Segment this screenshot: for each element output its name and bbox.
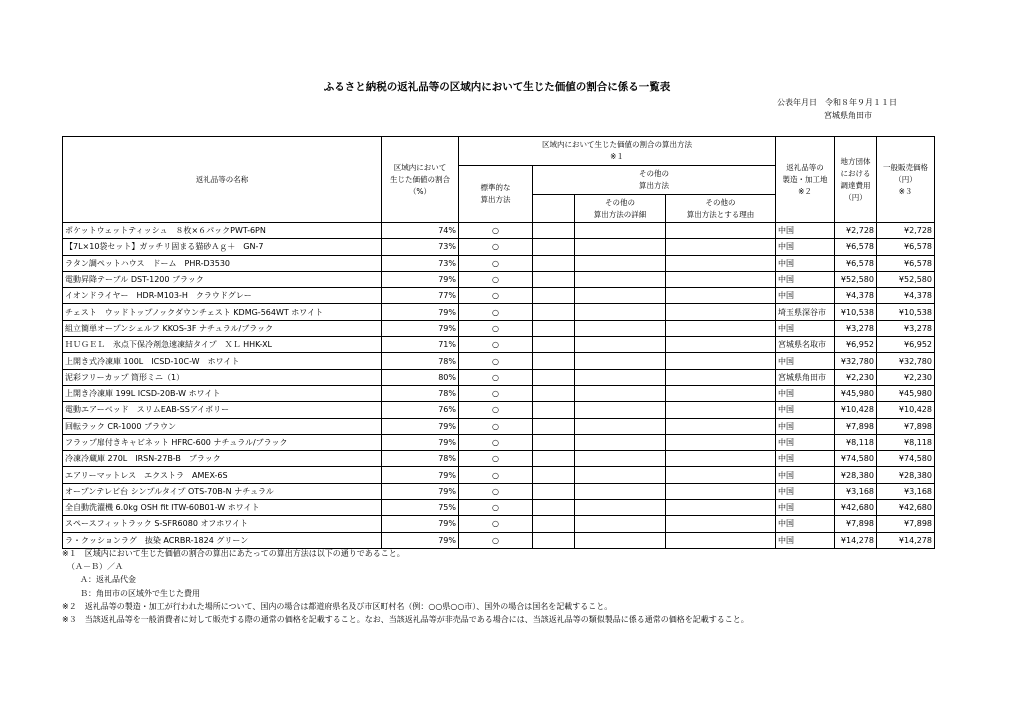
origin-cell: 中国 <box>776 239 835 255</box>
item-name-cell: 回転ラック CR-1000 ブラウン <box>63 418 382 434</box>
item-name-cell: 電動エアーベッド スリムEAB-SSアイボリー <box>63 402 382 418</box>
item-name-cell: イオンドライヤー HDR-M103-H クラウドグレー <box>63 288 382 304</box>
standard-method-cell: ○ <box>459 385 533 401</box>
return-gift-table <box>62 136 935 549</box>
other-method-cell <box>533 239 575 255</box>
table-row <box>63 385 935 401</box>
procurement-cost-cell: ¥14,278 <box>835 532 877 548</box>
retail-price-cell: ¥7,898 <box>877 516 935 532</box>
standard-method-cell: ○ <box>459 532 533 548</box>
ratio-cell: 79% <box>382 516 459 532</box>
other-method-detail-cell <box>575 337 666 353</box>
table-row <box>63 402 935 418</box>
footnote-2: ※２ 返礼品等の製造・加工が行われた場所について、国内の場合は都道府県名及び市区町村名（例：○○県○○市）、国外の場合は国名を記載すること。 <box>62 601 613 611</box>
other-method-cell <box>533 402 575 418</box>
header-ratio-line: （%） <box>408 186 432 196</box>
standard-method-cell: ○ <box>459 255 533 271</box>
procurement-cost-cell: ¥10,428 <box>835 402 877 418</box>
retail-price-cell: ¥42,680 <box>877 500 935 516</box>
retail-price-cell: ¥3,278 <box>877 320 935 336</box>
header-method-group-line: 区域内において生じた価値の割合の算出方法 <box>542 140 692 149</box>
standard-method-cell: ○ <box>459 483 533 499</box>
ratio-cell: 79% <box>382 271 459 287</box>
header-cost-line: 地方団体 <box>840 156 871 166</box>
standard-method-cell: ○ <box>459 239 533 255</box>
other-method-cell <box>533 288 575 304</box>
ratio-cell: 78% <box>382 451 459 467</box>
origin-cell: 中国 <box>776 353 835 369</box>
other-method-detail-cell <box>575 532 666 548</box>
other-method-reason-cell <box>666 320 776 336</box>
other-method-reason-cell <box>666 304 776 320</box>
other-method-detail-cell <box>575 304 666 320</box>
other-method-cell <box>533 353 575 369</box>
procurement-cost-cell: ¥7,898 <box>835 516 877 532</box>
other-method-cell <box>533 255 575 271</box>
item-name-cell: ＨＵＧＥＬ 氷点下保冷剤急速凍結タイプ ＸＬ HHK-XL <box>63 337 382 353</box>
table-row <box>63 255 935 271</box>
item-name-cell: 組立簡単オープンシェルフ KKOS-3F ナチュラル/ブラック <box>63 320 382 336</box>
header-cost-line: における <box>840 168 871 178</box>
origin-cell: 宮城県名取市 <box>776 337 835 353</box>
procurement-cost-cell: ¥32,780 <box>835 353 877 369</box>
procurement-cost-cell: ¥2,230 <box>835 369 877 385</box>
other-method-cell <box>533 337 575 353</box>
origin-cell: 中国 <box>776 483 835 499</box>
other-method-detail-cell <box>575 271 666 287</box>
ratio-cell: 79% <box>382 320 459 336</box>
origin-cell: 中国 <box>776 434 835 450</box>
other-method-cell <box>533 500 575 516</box>
retail-price-cell: ¥52,580 <box>877 271 935 287</box>
ratio-cell: 79% <box>382 434 459 450</box>
document-title: ふるさと納税の返礼品等の区域内において生じた価値の割合に係る一覧表 <box>323 81 671 93</box>
other-method-detail-cell <box>575 385 666 401</box>
standard-method-cell: ○ <box>459 451 533 467</box>
header-other-line: その他の <box>639 169 669 178</box>
ratio-cell: 75% <box>382 500 459 516</box>
footnote-3: ※３ 当該返礼品等を一般消費者に対して販売する際の通常の価格を記載すること。なお、当該返礼品等が非売品である場合には、当該返礼品等の類似製品に係る通常の価格を記載すること。 <box>62 615 749 625</box>
ratio-cell: 71% <box>382 337 459 353</box>
header-item-name-label: 返礼品等の名称 <box>195 174 249 184</box>
header-other-method-blank <box>533 195 575 223</box>
origin-cell: 中国 <box>776 500 835 516</box>
retail-price-cell: ¥8,118 <box>877 434 935 450</box>
table-row <box>63 483 935 499</box>
other-method-cell <box>533 418 575 434</box>
origin-cell: 中国 <box>776 402 835 418</box>
other-method-reason-cell <box>666 451 776 467</box>
other-method-reason-cell <box>666 418 776 434</box>
header-ratio <box>382 137 459 223</box>
ratio-cell: 79% <box>382 532 459 548</box>
header-origin <box>776 137 835 223</box>
item-name-cell: オープンテレビ台 シンプルタイプ OTS-70B-N ナチュラル <box>63 483 382 499</box>
origin-cell: 宮城県角田市 <box>776 369 835 385</box>
table-row <box>63 271 935 287</box>
other-method-detail-cell <box>575 483 666 499</box>
table-row <box>63 516 935 532</box>
other-method-detail-cell <box>575 516 666 532</box>
other-method-detail-cell <box>575 418 666 434</box>
standard-method-cell: ○ <box>459 500 533 516</box>
standard-method-cell: ○ <box>459 434 533 450</box>
ratio-cell: 80% <box>382 369 459 385</box>
other-method-reason-cell <box>666 353 776 369</box>
procurement-cost-cell: ¥8,118 <box>835 434 877 450</box>
procurement-cost-cell: ¥6,578 <box>835 255 877 271</box>
other-method-detail-cell <box>575 500 666 516</box>
procurement-cost-cell: ¥3,278 <box>835 320 877 336</box>
footnote-formula: （Ａ－Ｂ）／Ａ <box>67 562 123 572</box>
footnote-definition-b: Ｂ：角田市の区域外で生じた費用 <box>80 588 200 598</box>
other-method-cell <box>533 532 575 548</box>
header-row-1 <box>63 137 935 166</box>
other-method-reason-cell <box>666 500 776 516</box>
standard-method-cell: ○ <box>459 288 533 304</box>
other-method-reason-cell <box>666 239 776 255</box>
table-row <box>63 337 935 353</box>
table-row <box>63 288 935 304</box>
standard-method-cell: ○ <box>459 402 533 418</box>
origin-cell: 中国 <box>776 271 835 287</box>
other-method-cell <box>533 467 575 483</box>
retail-price-cell: ¥14,278 <box>877 532 935 548</box>
procurement-cost-cell: ¥28,380 <box>835 467 877 483</box>
retail-price-cell: ¥32,780 <box>877 353 935 369</box>
header-cost-line: （円） <box>844 192 867 202</box>
other-method-detail-cell <box>575 353 666 369</box>
standard-method-cell: ○ <box>459 223 533 239</box>
header-ratio-line: 生じた価値の割合 <box>390 174 450 184</box>
table-row <box>63 451 935 467</box>
item-name-cell: ラ・クッションラグ 抜染 ACRBR-1824 グリーン <box>63 532 382 548</box>
procurement-cost-cell: ¥45,980 <box>835 385 877 401</box>
retail-price-cell: ¥7,898 <box>877 418 935 434</box>
other-method-detail-cell <box>575 255 666 271</box>
standard-method-cell: ○ <box>459 320 533 336</box>
ratio-cell: 79% <box>382 483 459 499</box>
header-price-line: 一般販売価格 <box>883 162 928 172</box>
procurement-cost-cell: ¥52,580 <box>835 271 877 287</box>
standard-method-cell: ○ <box>459 418 533 434</box>
table-row <box>63 434 935 450</box>
other-method-cell <box>533 369 575 385</box>
item-name-cell: 全自動洗濯機 6.0kg OSH fit ITW-60B01-W ホワイト <box>63 500 382 516</box>
header-other-reason-line: その他の <box>705 197 736 207</box>
origin-cell: 中国 <box>776 288 835 304</box>
standard-method-cell: ○ <box>459 369 533 385</box>
procurement-cost-cell: ¥6,952 <box>835 337 877 353</box>
other-method-reason-cell <box>666 223 776 239</box>
other-method-reason-cell <box>666 434 776 450</box>
origin-cell: 中国 <box>776 385 835 401</box>
origin-cell: 中国 <box>776 255 835 271</box>
header-standard-line: 算出方法 <box>480 195 511 204</box>
table-row <box>63 353 935 369</box>
retail-price-cell: ¥3,168 <box>877 483 935 499</box>
retail-price-cell: ¥6,578 <box>877 255 935 271</box>
other-method-cell <box>533 304 575 320</box>
table-row <box>63 532 935 548</box>
other-method-detail-cell <box>575 451 666 467</box>
municipality-name: 宮城県角田市 <box>824 111 872 120</box>
header-origin-line: 製造・加工地 <box>782 174 828 184</box>
standard-method-cell: ○ <box>459 516 533 532</box>
other-method-cell <box>533 451 575 467</box>
other-method-detail-cell <box>575 239 666 255</box>
procurement-cost-cell: ¥10,538 <box>835 304 877 320</box>
other-method-reason-cell <box>666 369 776 385</box>
ratio-cell: 79% <box>382 467 459 483</box>
table-row <box>63 500 935 516</box>
standard-method-cell: ○ <box>459 353 533 369</box>
procurement-cost-cell: ¥2,728 <box>835 223 877 239</box>
header-other-detail-line: 算出方法の詳細 <box>593 209 647 219</box>
header-standard-method <box>459 166 533 223</box>
other-method-reason-cell <box>666 402 776 418</box>
footnotes <box>62 547 962 626</box>
ratio-cell: 76% <box>382 402 459 418</box>
procurement-cost-cell: ¥74,580 <box>835 451 877 467</box>
other-method-cell <box>533 223 575 239</box>
other-method-reason-cell <box>666 532 776 548</box>
header-other-reason-line: 算出方法とする理由 <box>686 209 755 219</box>
item-name-cell: スペースフィットラック S-SFR6080 オフホワイト <box>63 516 382 532</box>
origin-cell: 中国 <box>776 467 835 483</box>
other-method-reason-cell <box>666 271 776 287</box>
other-method-detail-cell <box>575 288 666 304</box>
other-method-cell <box>533 271 575 287</box>
retail-price-cell: ¥6,578 <box>877 239 935 255</box>
header-method-group-line: ※１ <box>610 152 624 161</box>
other-method-detail-cell <box>575 320 666 336</box>
item-name-cell: ポケットウェットティッシュ ８枚×６パックPWT-6PN <box>63 223 382 239</box>
ratio-cell: 79% <box>382 304 459 320</box>
ratio-cell: 74% <box>382 223 459 239</box>
origin-cell: 中国 <box>776 223 835 239</box>
retail-price-cell: ¥45,980 <box>877 385 935 401</box>
table-row <box>63 223 935 239</box>
table-body <box>63 223 935 549</box>
procurement-cost-cell: ¥7,898 <box>835 418 877 434</box>
item-name-cell: 冷凍冷蔵庫 270L IRSN-27B-B ブラック <box>63 451 382 467</box>
retail-price-cell: ¥10,428 <box>877 402 935 418</box>
item-name-cell: ラタン調ペットハウス ドーム PHR-D3530 <box>63 255 382 271</box>
retail-price-cell: ¥10,538 <box>877 304 935 320</box>
ratio-cell: 78% <box>382 353 459 369</box>
table-row <box>63 467 935 483</box>
standard-method-cell: ○ <box>459 271 533 287</box>
retail-price-cell: ¥74,580 <box>877 451 935 467</box>
published-date: 公表年月日 令和８年９月１１日 <box>777 98 897 107</box>
other-method-detail-cell <box>575 434 666 450</box>
other-method-cell <box>533 483 575 499</box>
origin-cell: 中国 <box>776 532 835 548</box>
other-method-reason-cell <box>666 483 776 499</box>
header-other-method <box>533 166 776 195</box>
retail-price-cell: ¥6,952 <box>877 337 935 353</box>
ratio-cell: 77% <box>382 288 459 304</box>
header-ratio-line: 区域内において <box>393 162 447 172</box>
other-method-cell <box>533 385 575 401</box>
other-method-reason-cell <box>666 255 776 271</box>
other-method-detail-cell <box>575 369 666 385</box>
table-row <box>63 320 935 336</box>
header-other-line: 算出方法 <box>639 181 669 190</box>
footnote-1: ※１ 区域内において生じた価値の割合の算出にあたっての算出方法は以下の通りであること。 <box>62 549 405 558</box>
table-row <box>63 418 935 434</box>
other-method-reason-cell <box>666 385 776 401</box>
other-method-cell <box>533 434 575 450</box>
other-method-reason-cell <box>666 516 776 532</box>
procurement-cost-cell: ¥4,378 <box>835 288 877 304</box>
ratio-cell: 73% <box>382 239 459 255</box>
header-item-name <box>63 137 382 223</box>
header-calculation-method-group <box>459 137 776 166</box>
other-method-reason-cell <box>666 467 776 483</box>
ratio-cell: 73% <box>382 255 459 271</box>
header-price-line: ※３ <box>898 186 913 196</box>
origin-cell: 中国 <box>776 516 835 532</box>
standard-method-cell: ○ <box>459 467 533 483</box>
item-name-cell: エアリーマットレス エクストラ AMEX-6S <box>63 467 382 483</box>
other-method-detail-cell <box>575 467 666 483</box>
header-origin-line: 返礼品等の <box>786 162 824 172</box>
other-method-reason-cell <box>666 288 776 304</box>
ratio-cell: 78% <box>382 385 459 401</box>
header-price-line: （円） <box>894 174 917 184</box>
table-row <box>63 304 935 320</box>
item-name-cell: 上開き冷凍庫 199L ICSD-20B-W ホワイト <box>63 385 382 401</box>
item-name-cell: フラップ扉付きキャビネット HFRC-600 ナチュラル/ブラック <box>63 434 382 450</box>
procurement-cost-cell: ¥6,578 <box>835 239 877 255</box>
other-method-cell <box>533 516 575 532</box>
origin-cell: 中国 <box>776 451 835 467</box>
footnote-definition-a: Ａ：返礼品代金 <box>80 575 136 585</box>
header-origin-line: ※２ <box>798 186 812 196</box>
standard-method-cell: ○ <box>459 304 533 320</box>
header-procurement-cost <box>835 137 877 223</box>
item-name-cell: 電動昇降テーブル DST-1200 ブラック <box>63 271 382 287</box>
item-name-cell: 泥彩フリーカップ 筒形ミニ（1） <box>63 369 382 385</box>
header-cost-line: 調達費用 <box>840 180 871 190</box>
table-row <box>63 239 935 255</box>
item-name-cell: チェスト ウッドトップノックダウンチェスト KDMG-564WT ホワイト <box>63 304 382 320</box>
item-name-cell: 【7L×10袋セット】ガッチリ固まる猫砂Ａｇ＋ GN-7 <box>63 239 382 255</box>
retail-price-cell: ¥28,380 <box>877 467 935 483</box>
header-other-detail-line: その他の <box>605 197 635 207</box>
origin-cell: 中国 <box>776 320 835 336</box>
retail-price-cell: ¥4,378 <box>877 288 935 304</box>
other-method-cell <box>533 320 575 336</box>
standard-method-cell: ○ <box>459 337 533 353</box>
header-other-method-reason <box>666 195 776 223</box>
header-other-method-detail <box>575 195 666 223</box>
origin-cell: 中国 <box>776 418 835 434</box>
table-row <box>63 369 935 385</box>
retail-price-cell: ¥2,230 <box>877 369 935 385</box>
other-method-detail-cell <box>575 223 666 239</box>
item-name-cell: 上開き式冷凍庫 100L ICSD-10C-W ホワイト <box>63 353 382 369</box>
other-method-reason-cell <box>666 337 776 353</box>
ratio-cell: 79% <box>382 418 459 434</box>
procurement-cost-cell: ¥42,680 <box>835 500 877 516</box>
procurement-cost-cell: ¥3,168 <box>835 483 877 499</box>
header-retail-price <box>877 137 935 223</box>
header-standard-line: 標準的な <box>480 183 511 192</box>
other-method-detail-cell <box>575 402 666 418</box>
origin-cell: 埼玉県深谷市 <box>776 304 835 320</box>
retail-price-cell: ¥2,728 <box>877 223 935 239</box>
